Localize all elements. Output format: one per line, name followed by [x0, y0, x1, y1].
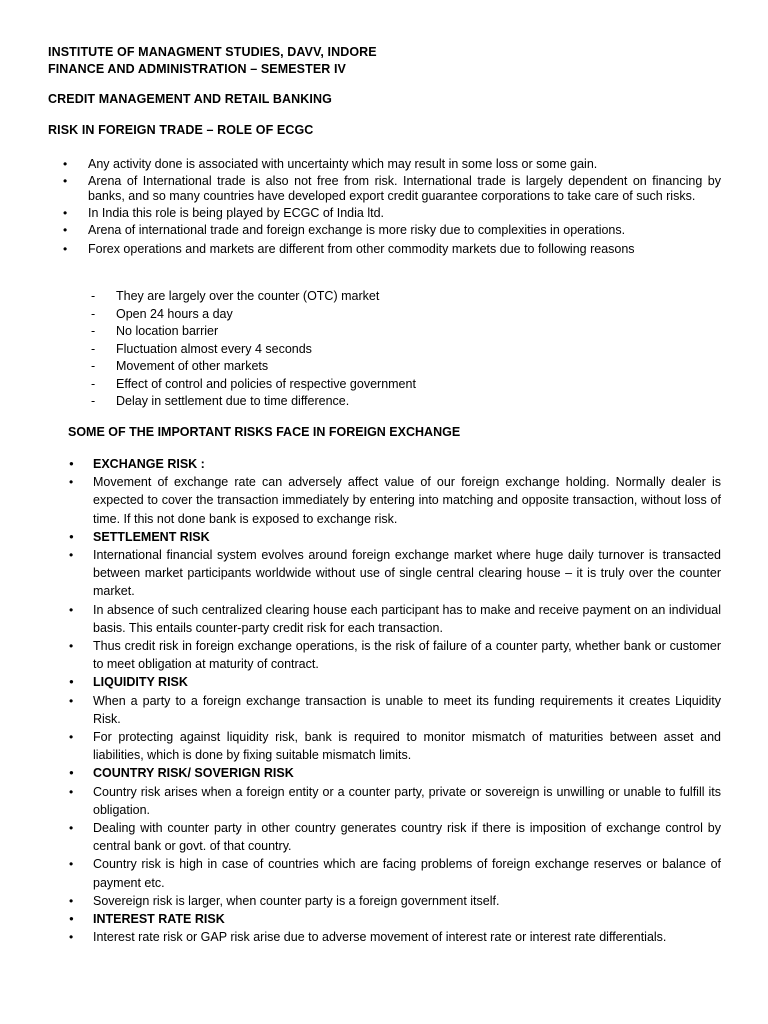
list-item: • Arena of International trade is also not free from risk. International trade is largely dependent on financing by banks, and so many countries have developed export credit guarantee corporations to take care of such risks. [88, 174, 721, 203]
list-item: • Thus credit risk in foreign exchange operations, is the risk of failure of a counter party, whether bank or customer to meet obligation at maturity of contract. [93, 637, 721, 673]
list-item: - Effect of control and policies of respective government [116, 376, 716, 394]
list-item: • Forex operations and markets are different from other commodity markets due to following reasons [88, 241, 721, 258]
list-item: • International financial system evolves around foreign exchange market where huge daily turnover is transacted between market participants worldwide without use of single central clearing house – it is truly over the counter market. [93, 546, 721, 601]
list-item: • Arena of international trade and foreign exchange is more risky due to complexities in operations. [88, 223, 721, 238]
list-item: • In India this role is being played by ECGC of India ltd. [88, 206, 721, 221]
country-risk-heading: ● COUNTRY RISK/ SOVERIGN RISK [93, 764, 721, 782]
program-title: FINANCE AND ADMINISTRATION – SEMESTER IV [48, 62, 346, 76]
list-item: • Dealing with counter party in other country generates country risk if there is imposition of exchange control by central bank or govt. of that country. [93, 819, 721, 855]
list-item: • Interest rate risk or GAP risk arise due to adverse movement of interest rate or interest rate differentials. [93, 928, 721, 946]
list-item: • When a party to a foreign exchange transaction is unable to meet its funding requirements it creates Liquidity Risk. [93, 692, 721, 728]
exchange-risk-heading: ● EXCHANGE RISK : [93, 455, 721, 473]
list-item: - Delay in settlement due to time difference. [116, 393, 716, 411]
list-item: • Country risk is high in case of countries which are facing problems of foreign exchange reserves or balance of payment etc. [93, 855, 721, 891]
topic-title: RISK IN FOREIGN TRADE – ROLE OF ECGC [48, 123, 314, 137]
reasons-dash-list [116, 288, 716, 411]
institute-title: INSTITUTE OF MANAGMENT STUDIES, DAVV, INDORE [48, 45, 377, 59]
list-item: • Sovereign risk is larger, when counter party is a foreign government itself. [93, 892, 721, 910]
list-item: - No location barrier [116, 323, 716, 341]
list-item: • For protecting against liquidity risk, bank is required to monitor mismatch of maturities between asset and liabilities, which is done by fixing suitable mismatch limits. [93, 728, 721, 764]
list-item: • Movement of exchange rate can adversely affect value of our foreign exchange holding. Normally dealer is expected to cover the transaction immediately by entering into matching and opposite transaction, without loss of time. If this not done bank is exposed to exchange risk. [93, 473, 721, 528]
list-item: - Open 24 hours a day [116, 306, 716, 324]
liquidity-risk-heading: ● LIQUIDITY RISK [93, 673, 721, 691]
settlement-risk-heading: ● SETTLEMENT RISK [93, 528, 721, 546]
section-heading: SOME OF THE IMPORTANT RISKS FACE IN FOREIGN EXCHANGE [68, 425, 461, 439]
risks-list [93, 455, 721, 946]
list-item: • Any activity done is associated with uncertainty which may result in some loss or some gain. [88, 157, 721, 172]
list-item: • Country risk arises when a foreign entity or a counter party, private or sovereign is unwilling or unable to fulfill its obligation. [93, 783, 721, 819]
list-item: - Fluctuation almost every 4 seconds [116, 341, 716, 359]
list-item: • In absence of such centralized clearing house each participant has to make and receive payment on an individual basis. This entails counter-party credit risk for each transaction. [93, 601, 721, 637]
course-title: CREDIT MANAGEMENT AND RETAIL BANKING [48, 92, 332, 106]
list-item: - Movement of other markets [116, 358, 716, 376]
intro-bullet-list [88, 157, 721, 260]
interest-rate-risk-heading: ● INTEREST RATE RISK [93, 910, 721, 928]
list-item: - They are largely over the counter (OTC) market [116, 288, 716, 306]
